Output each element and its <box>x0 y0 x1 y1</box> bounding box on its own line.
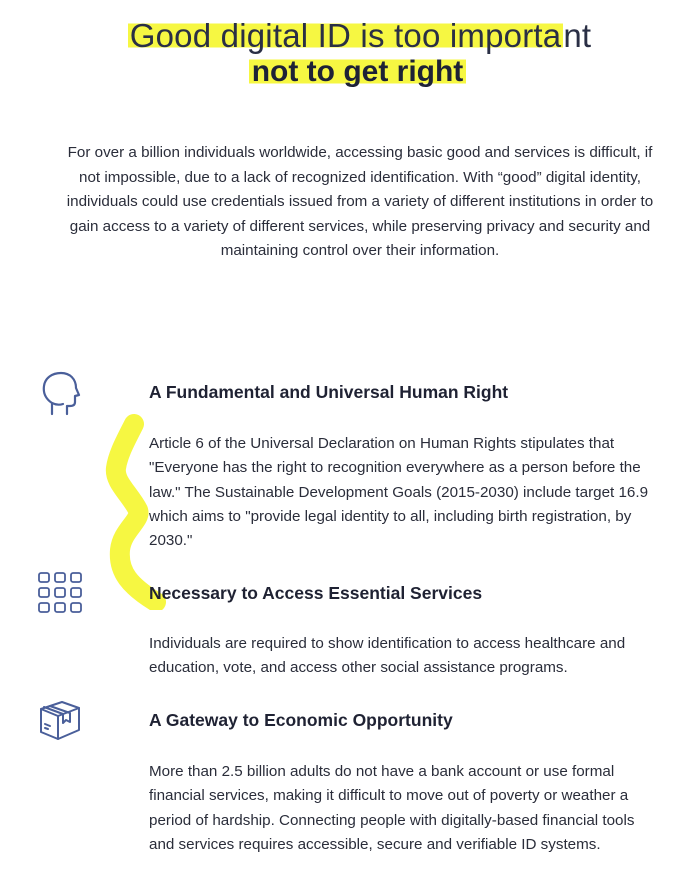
feature-body: Individuals are required to show identification to access healthcare and education, vote, and access other social assistance programs. <box>149 635 626 677</box>
feature-title: A Fundamental and Universal Human Right <box>149 382 509 402</box>
hero-title-line1-rest: nt <box>563 17 592 54</box>
feature-title: A Gateway to Economic Opportunity <box>149 710 453 730</box>
package-box-icon <box>36 696 84 744</box>
grid-icon <box>36 570 84 618</box>
feature-body: Article 6 of the Universal Declaration on Human Rights stipulates that "Everyone has the right to recognition everywhere as a person before the law." The Sustainable Development Goals (2015-2030) include target 16.9 which aims to "provide legal identity to all, including birth registration, by 2030." <box>149 435 649 550</box>
hero-title-line2-highlight: not to get right <box>249 55 467 88</box>
hero-title-line2 <box>249 52 467 92</box>
feature-title: Necessary to Access Essential Services <box>149 583 483 603</box>
intro-paragraph: For over a billion individuals worldwide, accessing basic good and services is difficult, if not impossible, due to a lack of recognized identification. With “good” digital identity, individuals could use credentials issued from a variety of different institutions in order to gain access to a variety of different services, while preserving privacy and security and maintaining control over their information. <box>66 144 654 259</box>
hero-title-line1-highlight: Good digital ID is too importa <box>129 17 562 54</box>
hero-heading <box>0 14 695 92</box>
feature-body: More than 2.5 billion adults do not have a bank account or use formal financial services, making it difficult to move out of poverty or weather a period of hardship. Connecting people with digitally-based financial tools and services requires accessible, secure and verifiable ID systems. <box>149 763 635 853</box>
head-profile-icon <box>36 370 84 418</box>
